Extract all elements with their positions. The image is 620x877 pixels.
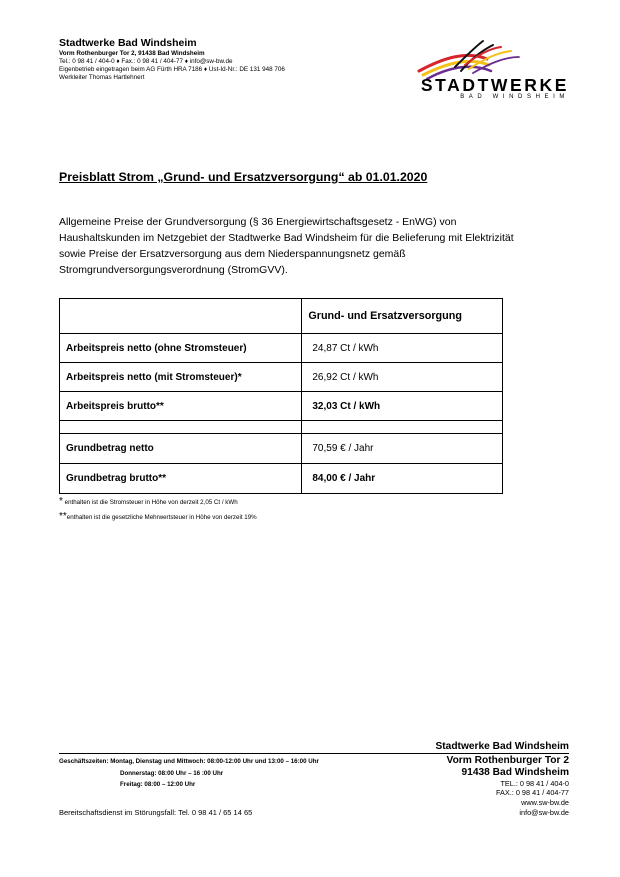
row-value: 26,92 Ct / kWh: [302, 363, 503, 392]
business-hours-line3: Freitag: 08:00 – 12:00 Uhr: [120, 781, 196, 788]
logo-subtitle: BAD WINDSHEIM: [460, 94, 569, 99]
table-row: [60, 363, 503, 392]
spacer-cell: [60, 421, 302, 434]
row-value: 84,00 € / Jahr: [302, 464, 503, 494]
footer-tel: TEL.: 0 98 41 / 404-0: [500, 779, 569, 788]
spacer-cell: [302, 421, 503, 434]
footnote-mark: **: [59, 511, 67, 522]
row-label: Arbeitspreis netto (ohne Stromsteuer): [60, 334, 302, 363]
footer-web: www.sw-bw.de: [521, 798, 569, 807]
table-corner-cell: [60, 299, 302, 334]
table-spacer-row: [60, 421, 503, 434]
company-address: Vorm Rothenburger Tor 2, 91438 Bad Windsheim: [59, 50, 205, 57]
row-value: 70,59 € / Jahr: [302, 434, 503, 464]
business-hours-line1: Geschäftszeiten: Montag, Dienstag und Mittwoch: 08:00-12:00 Uhr und 13:00 – 16:00 Uhr: [59, 758, 319, 765]
footnote-mark: *: [59, 496, 63, 507]
row-label: Grundbetrag netto: [60, 434, 302, 464]
footer-fax: FAX.: 0 98 41 / 404-77: [495, 788, 569, 797]
footer-street: Vorm Rothenburger Tor 2: [446, 755, 569, 766]
standby-service: Bereitschaftsdienst im Störungsfall: Tel. 0 98 41 / 65 14 65: [59, 808, 253, 817]
intro-paragraph: Allgemeine Preise der Grundversorgung (§ 36 Energiewirtschaftsgesetz - EnWG) von Haushaltskunden im Netzgebiet der Stadtwerke Bad Windsheim für die Belieferung mit Elektrizität sowie Preise der Ersatzversorgung aus dem Niederspannungsnetz gemäß Stromgrundversorgungsverordnung (StromGVV).: [59, 216, 514, 276]
business-hours-line2: Donnerstag: 08:00 Uhr – 16 :00 Uhr: [120, 770, 224, 777]
table-row: [60, 392, 503, 421]
company-name: Stadtwerke Bad Windsheim: [59, 37, 197, 49]
row-label: Grundbetrag brutto**: [60, 464, 302, 494]
stadtwerke-logo: [415, 37, 575, 99]
footer-email: info@sw-bw.de: [519, 808, 569, 817]
table-header-row: [60, 299, 503, 334]
price-table: [59, 298, 503, 494]
footnote: [59, 511, 257, 522]
footnote-text: enthalten ist die gesetzliche Mehrwertsteuer in Höhe von derzeit 19%: [66, 514, 257, 521]
logo-wordmark: STADTWERKE: [420, 75, 569, 95]
document-title: Preisblatt Strom „Grund- und Ersatzversorgung“ ab 01.01.2020: [59, 170, 428, 184]
row-value: 32,03 Ct / kWh: [302, 392, 503, 421]
row-value: 24,87 Ct / kWh: [302, 334, 503, 363]
footer-city: 91438 Bad Windsheim: [461, 767, 569, 778]
footnote-text: enthalten ist die Stromsteuer in Höhe von derzeit 2,05 Ct / kWh: [64, 499, 238, 506]
company-registry: Eigenbetrieb eingetragen beim AG Fürth HRA 7186 ♦ Ust-Id-Nr.: DE 131 948 706: [59, 66, 285, 73]
table-row: [60, 464, 503, 494]
footer-company-name: Stadtwerke Bad Windsheim: [435, 741, 569, 752]
table-column-header: Grund- und Ersatzversorgung: [302, 299, 503, 334]
footer-divider: [59, 753, 569, 754]
table-row: [60, 334, 503, 363]
row-label: Arbeitspreis brutto**: [60, 392, 302, 421]
logo-swoosh-icon: [419, 41, 519, 79]
company-contact: Tel.: 0 98 41 / 404-0 ♦ Fax.: 0 98 41 / 404-77 ♦ info@sw-bw.de: [59, 58, 233, 65]
table-row: [60, 434, 503, 464]
row-label: Arbeitspreis netto (mit Stromsteuer)*: [60, 363, 302, 392]
company-manager: Werkleiter Thomas Hartlehnert: [59, 74, 145, 81]
footnote: [59, 496, 238, 507]
